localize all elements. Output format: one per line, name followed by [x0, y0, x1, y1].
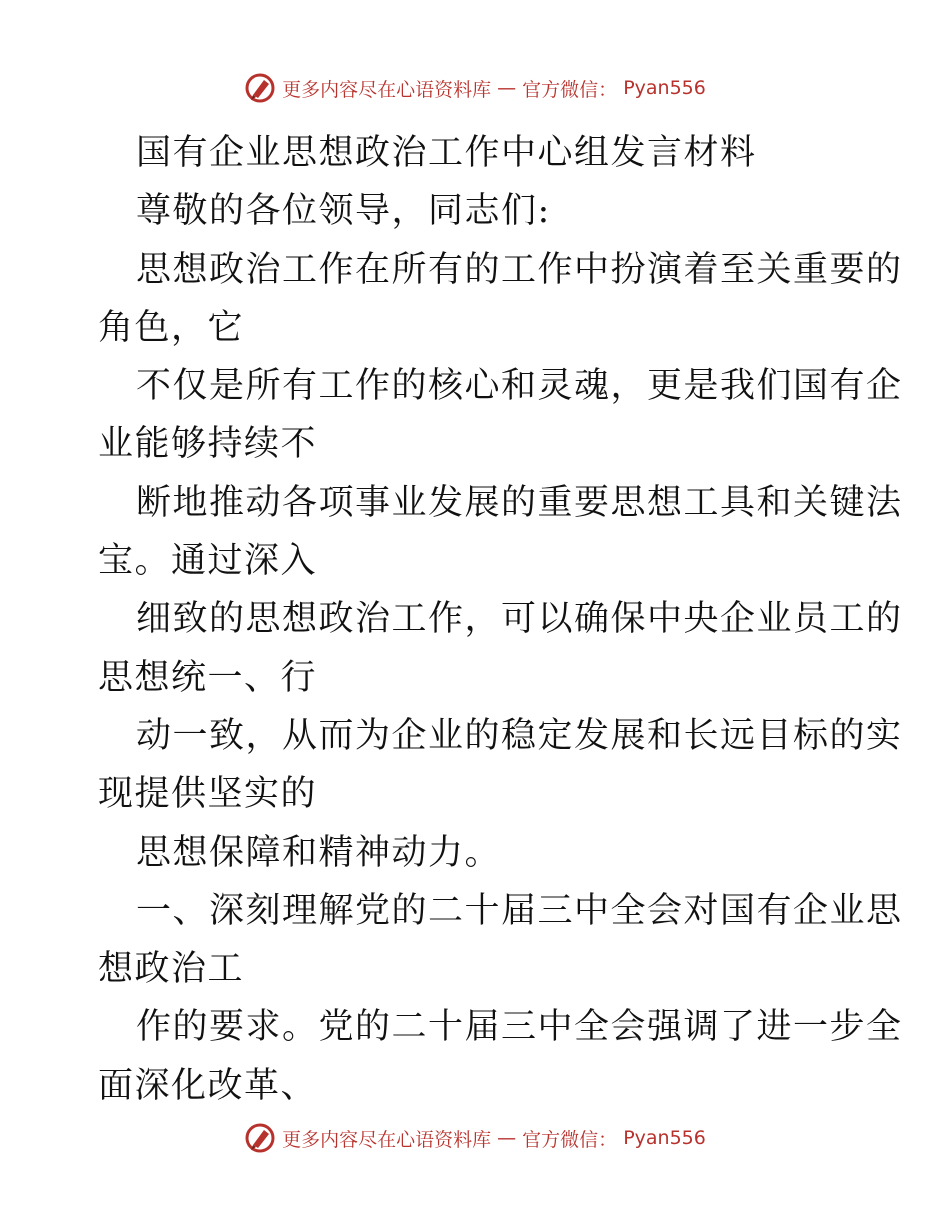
document-line: 断地推动各项事业发展的重要思想工具和关键法	[136, 482, 903, 523]
watermark-separator: —	[497, 1127, 517, 1149]
pen-circle-logo-icon	[244, 1122, 276, 1154]
document-line: 宝。通过深入	[98, 541, 318, 582]
watermark-brand: 更多内容尽在心语资料库	[282, 78, 492, 101]
watermark-handle: Pyan556	[623, 1127, 706, 1149]
watermark-official: 官方微信：	[522, 1128, 618, 1151]
document-line: 尊敬的各位领导，同志们:	[136, 191, 551, 232]
document-line: 面深化改革、	[98, 1065, 318, 1106]
document-line: 动一致，从而为企业的稳定发展和长远目标的实	[136, 715, 903, 756]
document-line: 思想保障和精神动力。	[136, 832, 502, 873]
document-body	[98, 124, 903, 1115]
pen-circle-logo-icon	[244, 72, 276, 104]
document-line: 作的要求。党的二十届三中全会强调了进一步全	[136, 1007, 903, 1048]
watermark-official: 官方微信：	[522, 78, 618, 101]
footer-watermark	[0, 1122, 950, 1154]
document-line: 业能够持续不	[98, 424, 318, 465]
document-line: 思想政治工作在所有的工作中扮演着至关重要的	[136, 249, 903, 290]
document-line: 一、深刻理解党的二十届三中全会对国有企业思	[136, 890, 903, 931]
document-line: 细致的思想政治工作，可以确保中央企业员工的	[136, 599, 903, 640]
document-line: 国有企业思想政治工作中心组发言材料	[136, 133, 757, 173]
document-line: 思想统一、行	[98, 657, 318, 698]
document-line: 角色，它	[98, 307, 245, 348]
watermark-brand: 更多内容尽在心语资料库	[282, 1128, 492, 1151]
watermark-separator: —	[497, 77, 517, 99]
watermark-handle: Pyan556	[623, 77, 706, 99]
document-line: 想政治工	[98, 949, 245, 990]
document-line: 现提供坚实的	[98, 774, 318, 815]
document-line: 不仅是所有工作的核心和灵魂，更是我们国有企	[136, 366, 903, 407]
header-watermark	[0, 72, 950, 104]
